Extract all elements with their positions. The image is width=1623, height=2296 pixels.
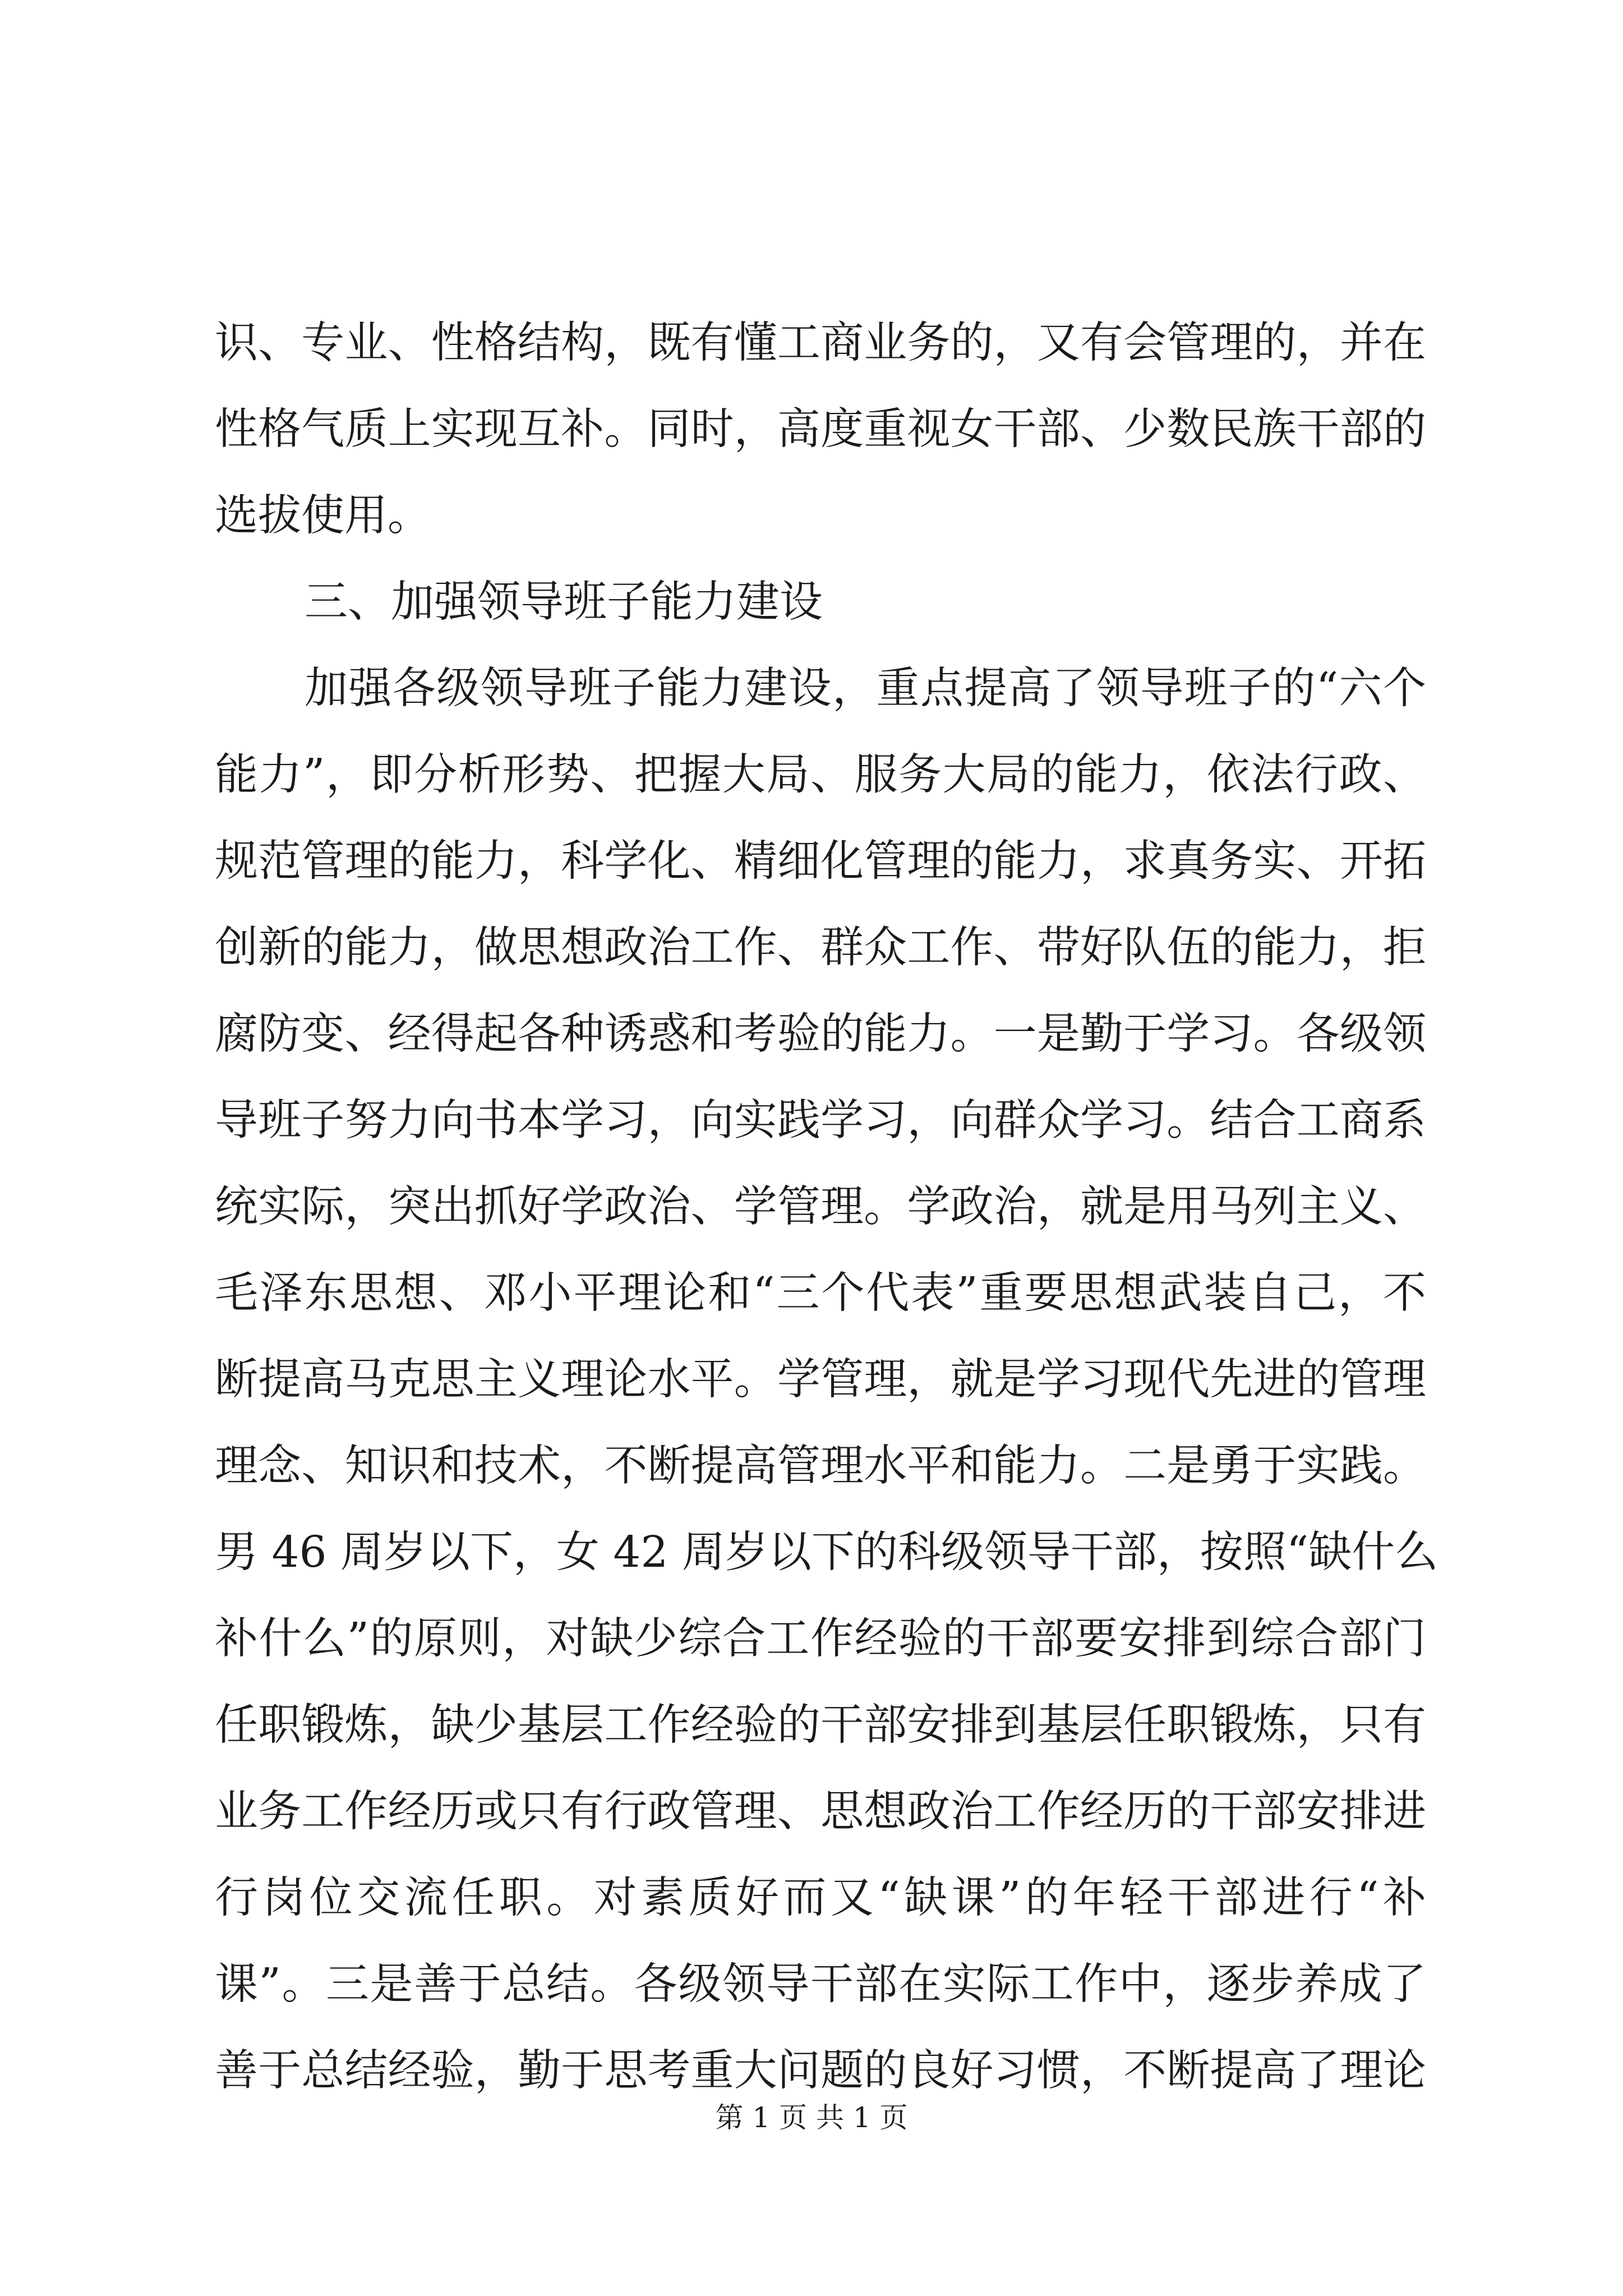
text-line: 补什么”的原则，对缺少综合工作经验的干部要安排到综合部门 — [215, 1614, 1426, 1664]
text-line: 创新的能力，做思想政治工作、群众工作、带好队伍的能力，拒 — [215, 923, 1426, 973]
text-line: 规范管理的能力，科学化、精细化管理的能力，求真务实、开拓 — [215, 836, 1426, 886]
text-line: 任职锻炼，缺少基层工作经验的干部安排到基层任职锻炼，只有 — [215, 1700, 1426, 1750]
text-line: 识、专业、性格结构，既有懂工商业务的，又有会管理的，并在 — [215, 318, 1426, 368]
text-line: 毛泽东思想、邓小平理论和“三个代表”重要思想武装自己，不 — [215, 1268, 1426, 1318]
text-line: 男 46 周岁以下，女 42 周岁以下的科级领导干部，按照“缺什么 — [215, 1527, 1438, 1577]
text-line: 行岗位交流任职。对素质好而又“缺课”的年轻干部进行“补 — [215, 1873, 1426, 1923]
text-line: 善于总结经验，勤于思考重大问题的良好习惯，不断提高了理论 — [215, 2046, 1426, 2096]
text-line: 选拔使用。 — [215, 491, 431, 541]
text-line: 能力”，即分析形势、把握大局、服务大局的能力，依法行政、 — [215, 750, 1426, 800]
text-line: 统实际，突出抓好学政治、学管理。学政治，就是用马列主义、 — [215, 1182, 1426, 1232]
text-line: 腐防变、经得起各种诱惑和考验的能力。一是勤于学习。各级领 — [215, 1009, 1426, 1059]
text-line: 课”。三是善于总结。各级领导干部在实际工作中，逐步养成了 — [215, 1959, 1426, 2009]
text-line: 导班子努力向书本学习，向实践学习，向群众学习。结合工商系 — [215, 1096, 1426, 1145]
text-line: 性格气质上实现互补。同时，高度重视女干部、少数民族干部的 — [215, 404, 1426, 454]
text-line: 业务工作经历或只有行政管理、思想政治工作经历的干部安排进 — [215, 1787, 1426, 1837]
body-text — [215, 300, 1438, 2114]
text-line: 断提高马克思主义理论水平。学管理，就是学习现代先进的管理 — [215, 1355, 1426, 1405]
section-heading: 三、加强领导班子能力建设 — [305, 577, 823, 627]
page-number-footer: 第 1 页 共 1 页 — [715, 2101, 908, 2134]
text-line: 加强各级领导班子能力建设，重点提高了领导班子的“六个 — [305, 664, 1426, 714]
text-line: 理念、知识和技术，不断提高管理水平和能力。二是勇于实践。 — [215, 1441, 1426, 1491]
